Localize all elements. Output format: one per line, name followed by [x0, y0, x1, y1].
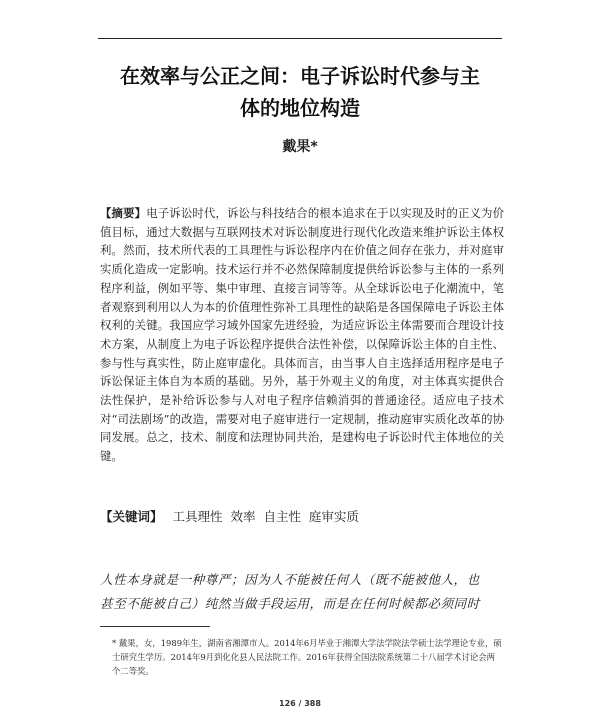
body-paragraph [100, 568, 504, 616]
keywords-label: 【关键词】 [100, 509, 163, 524]
keywords [100, 508, 504, 526]
title-line-1: 在效率与公正之间：电子诉讼时代参与主 [120, 64, 480, 88]
footnote: * 戴果，女，1989年生，湖南省湘潭市人。2014年6月毕业于湘潭大学法学院法学硕士法学理论专业，硕士研究生学历。2014年9月到化化县人民法院工作。2016年获得全国法院系统第二十八届学术讨论会两个二等奖。 [112, 638, 502, 676]
abstract-text: 电子诉讼时代，诉讼与科技结合的根本追求在于以实现及时的正义为价值目标，通过大数据与互联网技术对诉讼制度进行现代化改造来维护诉讼主体权利。然而，技术所代表的工具理性与诉讼程序内在价值之间存在张力，并对庭审实质化造成一定影响。技术运行并不必然保障制度提供给诉讼参与主体的一系列程序利益，例如平等、集中审理、直接言词等等。从全球诉讼电子化潮流中，笔者观察到利用以人为本的价值理性弥补工具理性的缺陷是各国保障电子诉讼主体权利的关键。我国应学习域外国家先进经验，为适应诉讼主体需要而合理设计技术方案，从制度上为电子诉讼程序提供合法性补偿，以保障诉讼主体的自主性、参与性与真实性，防止庭审虚化。具体而言，由当事人自主选择适用程序是电子诉讼保证主体自为本质的基础。另外，基于外观主义的角度，对主体真实提供合法性保护，是补给诉讼参与人对电子程序信赖消弭的普通途径。适应电子技术对“司法剧场”的改造，需要对电子庭审进行一定规制，推动庭审实质化改革的协同发展。总之，技术、制度和法理协同共治，是建构电子诉讼时代主体地位的关键。 [100, 206, 504, 464]
abstract-label: 【摘要】 [100, 206, 147, 220]
paper-title [70, 60, 530, 124]
body-line-1: 人性本身就是一种尊严；因为人不能被任何人（既不能被他人，也 [100, 572, 480, 587]
abstract [100, 204, 504, 466]
author-name: 戴果* [282, 139, 318, 155]
title-line-2: 体的地位构造 [240, 96, 360, 120]
keywords-terms: 工具理性 效率 自主性 庭审实质 [172, 509, 359, 524]
header-rule [98, 38, 502, 39]
page-number: 126 / 388 [279, 699, 321, 708]
footnote-rule [100, 626, 210, 627]
body-line-2: 甚至不能被自己）纯然当做手段运用，而是在任何时候都必须同时 [100, 596, 480, 611]
